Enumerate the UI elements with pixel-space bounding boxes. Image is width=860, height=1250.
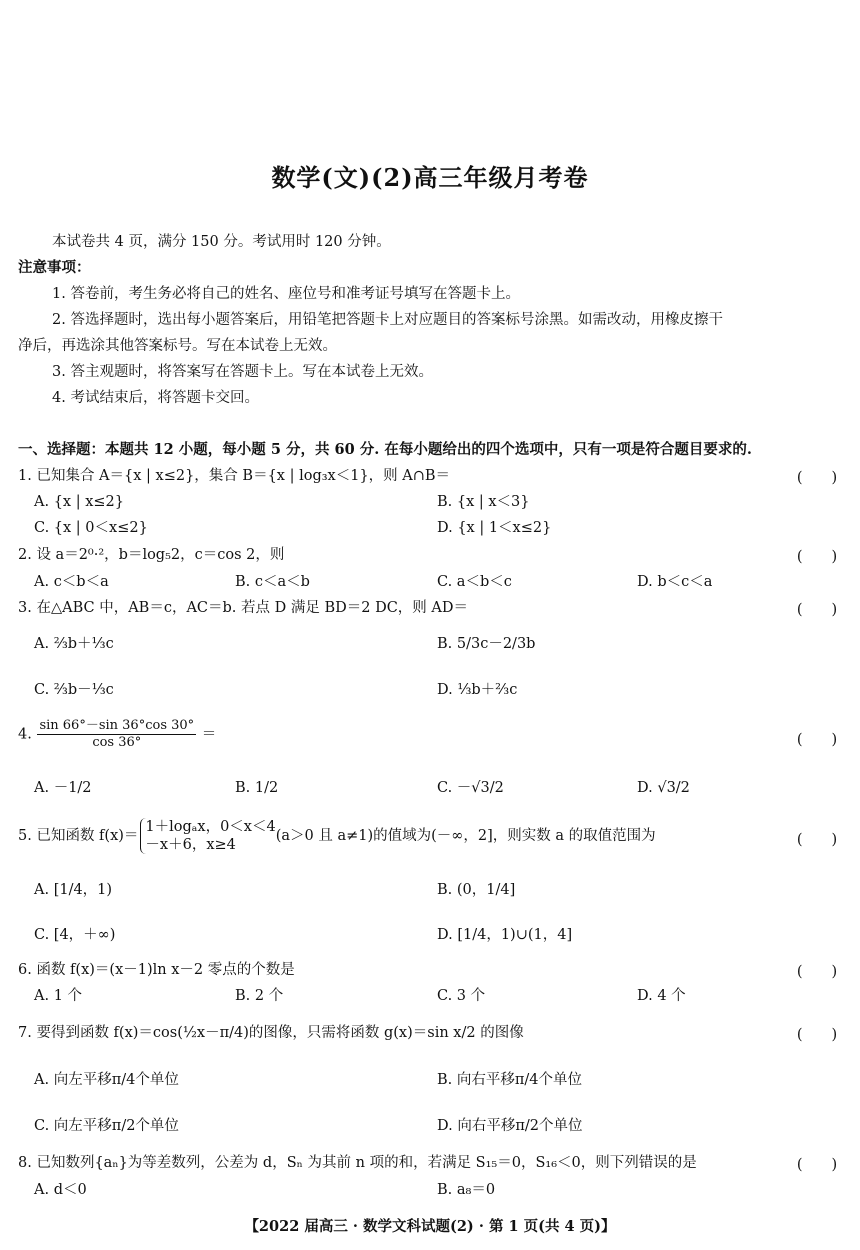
q8-option-a: A. d＜0: [34, 1182, 87, 1198]
q5-stem: [18, 818, 656, 854]
note-3: 3. 答主观题时，将答案写在答题卡上。写在本试卷上无效。: [52, 364, 433, 380]
note-1: 1. 答卷前，考生务必将自己的姓名、座位号和准考证号填写在答题卡上。: [52, 286, 520, 302]
q6-option-d: D. 4 个: [637, 988, 686, 1004]
q4-stem: [18, 718, 216, 751]
q7-option-c: C. 向左平移π/2个单位: [34, 1118, 179, 1134]
page-title: 数学(文)(2)高三年级月考卷: [271, 163, 589, 192]
q1-answer-paren: ( ): [796, 470, 838, 486]
q1-option-b: B. {x | x＜3}: [437, 494, 530, 510]
q3-option-c: C. ⅔b－⅓c: [34, 682, 114, 698]
q3-stem: 3. 在△ABC 中，AB＝c，AC＝b. 若点 D 满足 BD＝2 DC，则 AD＝: [18, 600, 469, 616]
q2-option-a: A. c＜b＜a: [34, 574, 109, 590]
q7-option-b: B. 向右平移π/4个单位: [437, 1072, 583, 1088]
q5-piecewise: [140, 818, 275, 854]
q4-option-a: A. －1/2: [34, 780, 92, 796]
q8-stem: 8. 已知数列{aₙ}为等差数列，公差为 d，Sₙ 为其前 n 项的和，若满足 S₁₅＝0，S₁₆＜0，则下列错误的是: [18, 1155, 697, 1171]
q5-prefix: 5. 已知函数 f(x)＝: [18, 828, 139, 844]
section-heading: 一、选择题：本题共 12 小题，每小题 5 分，共 60 分. 在每小题给出的四个选项中，只有一项是符合题目要求的.: [18, 441, 752, 458]
q4-fraction: [37, 718, 196, 751]
q6-option-c: C. 3 个: [437, 988, 486, 1004]
q4-numerator: sin 66°－sin 36°cos 30°: [39, 718, 195, 733]
q7-option-d: D. 向右平移π/2个单位: [437, 1118, 583, 1134]
q3-option-b: B. 5/3c－2/3b: [437, 636, 536, 652]
q2-option-d: D. b＜c＜a: [637, 574, 713, 590]
q5-answer-paren: ( ): [796, 832, 838, 848]
q5-option-c: C. [4，＋∞): [34, 927, 116, 943]
q1-stem: 1. 已知集合 A＝{x | x≤2}，集合 B＝{x | log₃x＜1}，则 A∩B＝: [18, 468, 451, 484]
q4-option-c: C. －√3/2: [437, 780, 504, 796]
q1-option-c: C. {x | 0＜x≤2}: [34, 520, 148, 536]
q2-answer-paren: ( ): [796, 549, 838, 565]
q7-answer-paren: ( ): [796, 1027, 838, 1043]
note-2: 2. 答选择题时，选出每小题答案后，用铅笔把答题卡上对应题目的答案标号涂黑。如需改动，用橡皮擦干: [52, 312, 723, 328]
q8-option-b: B. a₈＝0: [437, 1182, 496, 1198]
q5-case-1: 1＋logₐx，0＜x＜4: [145, 819, 276, 835]
q6-answer-paren: ( ): [796, 964, 838, 980]
q5-option-d: D. [1/4，1)∪(1，4]: [437, 927, 573, 943]
q5-case-2: －x＋6，x≥4: [145, 837, 236, 853]
intro-text: 本试卷共 4 页，满分 150 分。考试用时 120 分钟。: [52, 234, 391, 250]
q7-option-a: A. 向左平移π/4个单位: [34, 1072, 179, 1088]
q6-stem: 6. 函数 f(x)＝(x－1)ln x－2 零点的个数是: [18, 962, 295, 978]
q7-stem: 7. 要得到函数 f(x)＝cos(½x－π/4)的图像，只需将函数 g(x)＝sin x/2 的图像: [18, 1025, 524, 1041]
q5-option-b: B. (0，1/4]: [437, 882, 516, 898]
q1-option-a: A. {x | x≤2}: [34, 494, 124, 510]
q3-option-d: D. ⅓b＋⅔c: [437, 682, 518, 698]
q4-denominator: cos 36°: [92, 735, 142, 750]
q6-option-b: B. 2 个: [235, 988, 284, 1004]
page-footer: 【2022 届高三 · 数学文科试题(2) · 第 1 页(共 4 页)】: [244, 1218, 616, 1235]
q2-option-b: B. c＜a＜b: [235, 574, 310, 590]
notes-heading: 注意事项：: [18, 259, 91, 276]
q2-stem: 2. 设 a＝2⁰·²，b＝log₅2，c＝cos 2，则: [18, 547, 285, 563]
note-2-cont: 净后，再选涂其他答案标号。写在本试卷上无效。: [18, 338, 337, 354]
q3-option-a: A. ⅔b＋⅓c: [34, 636, 114, 652]
q2-option-c: C. a＜b＜c: [437, 574, 512, 590]
q4-option-b: B. 1/2: [235, 780, 279, 796]
q3-answer-paren: ( ): [796, 602, 838, 618]
q4-equals: ＝: [201, 726, 217, 743]
q4-answer-paren: ( ): [796, 732, 838, 748]
q8-answer-paren: ( ): [796, 1157, 838, 1173]
q4-number: 4.: [18, 726, 32, 743]
q1-option-d: D. {x | 1＜x≤2}: [437, 520, 552, 536]
q4-option-d: D. √3/2: [637, 780, 690, 796]
note-4: 4. 考试结束后，将答题卡交回。: [52, 390, 259, 406]
q5-option-a: A. [1/4，1): [34, 882, 113, 898]
q6-option-a: A. 1 个: [34, 988, 83, 1004]
q5-postfix: (a＞0 且 a≠1)的值域为(－∞，2]，则实数 a 的取值范围为: [275, 828, 656, 844]
